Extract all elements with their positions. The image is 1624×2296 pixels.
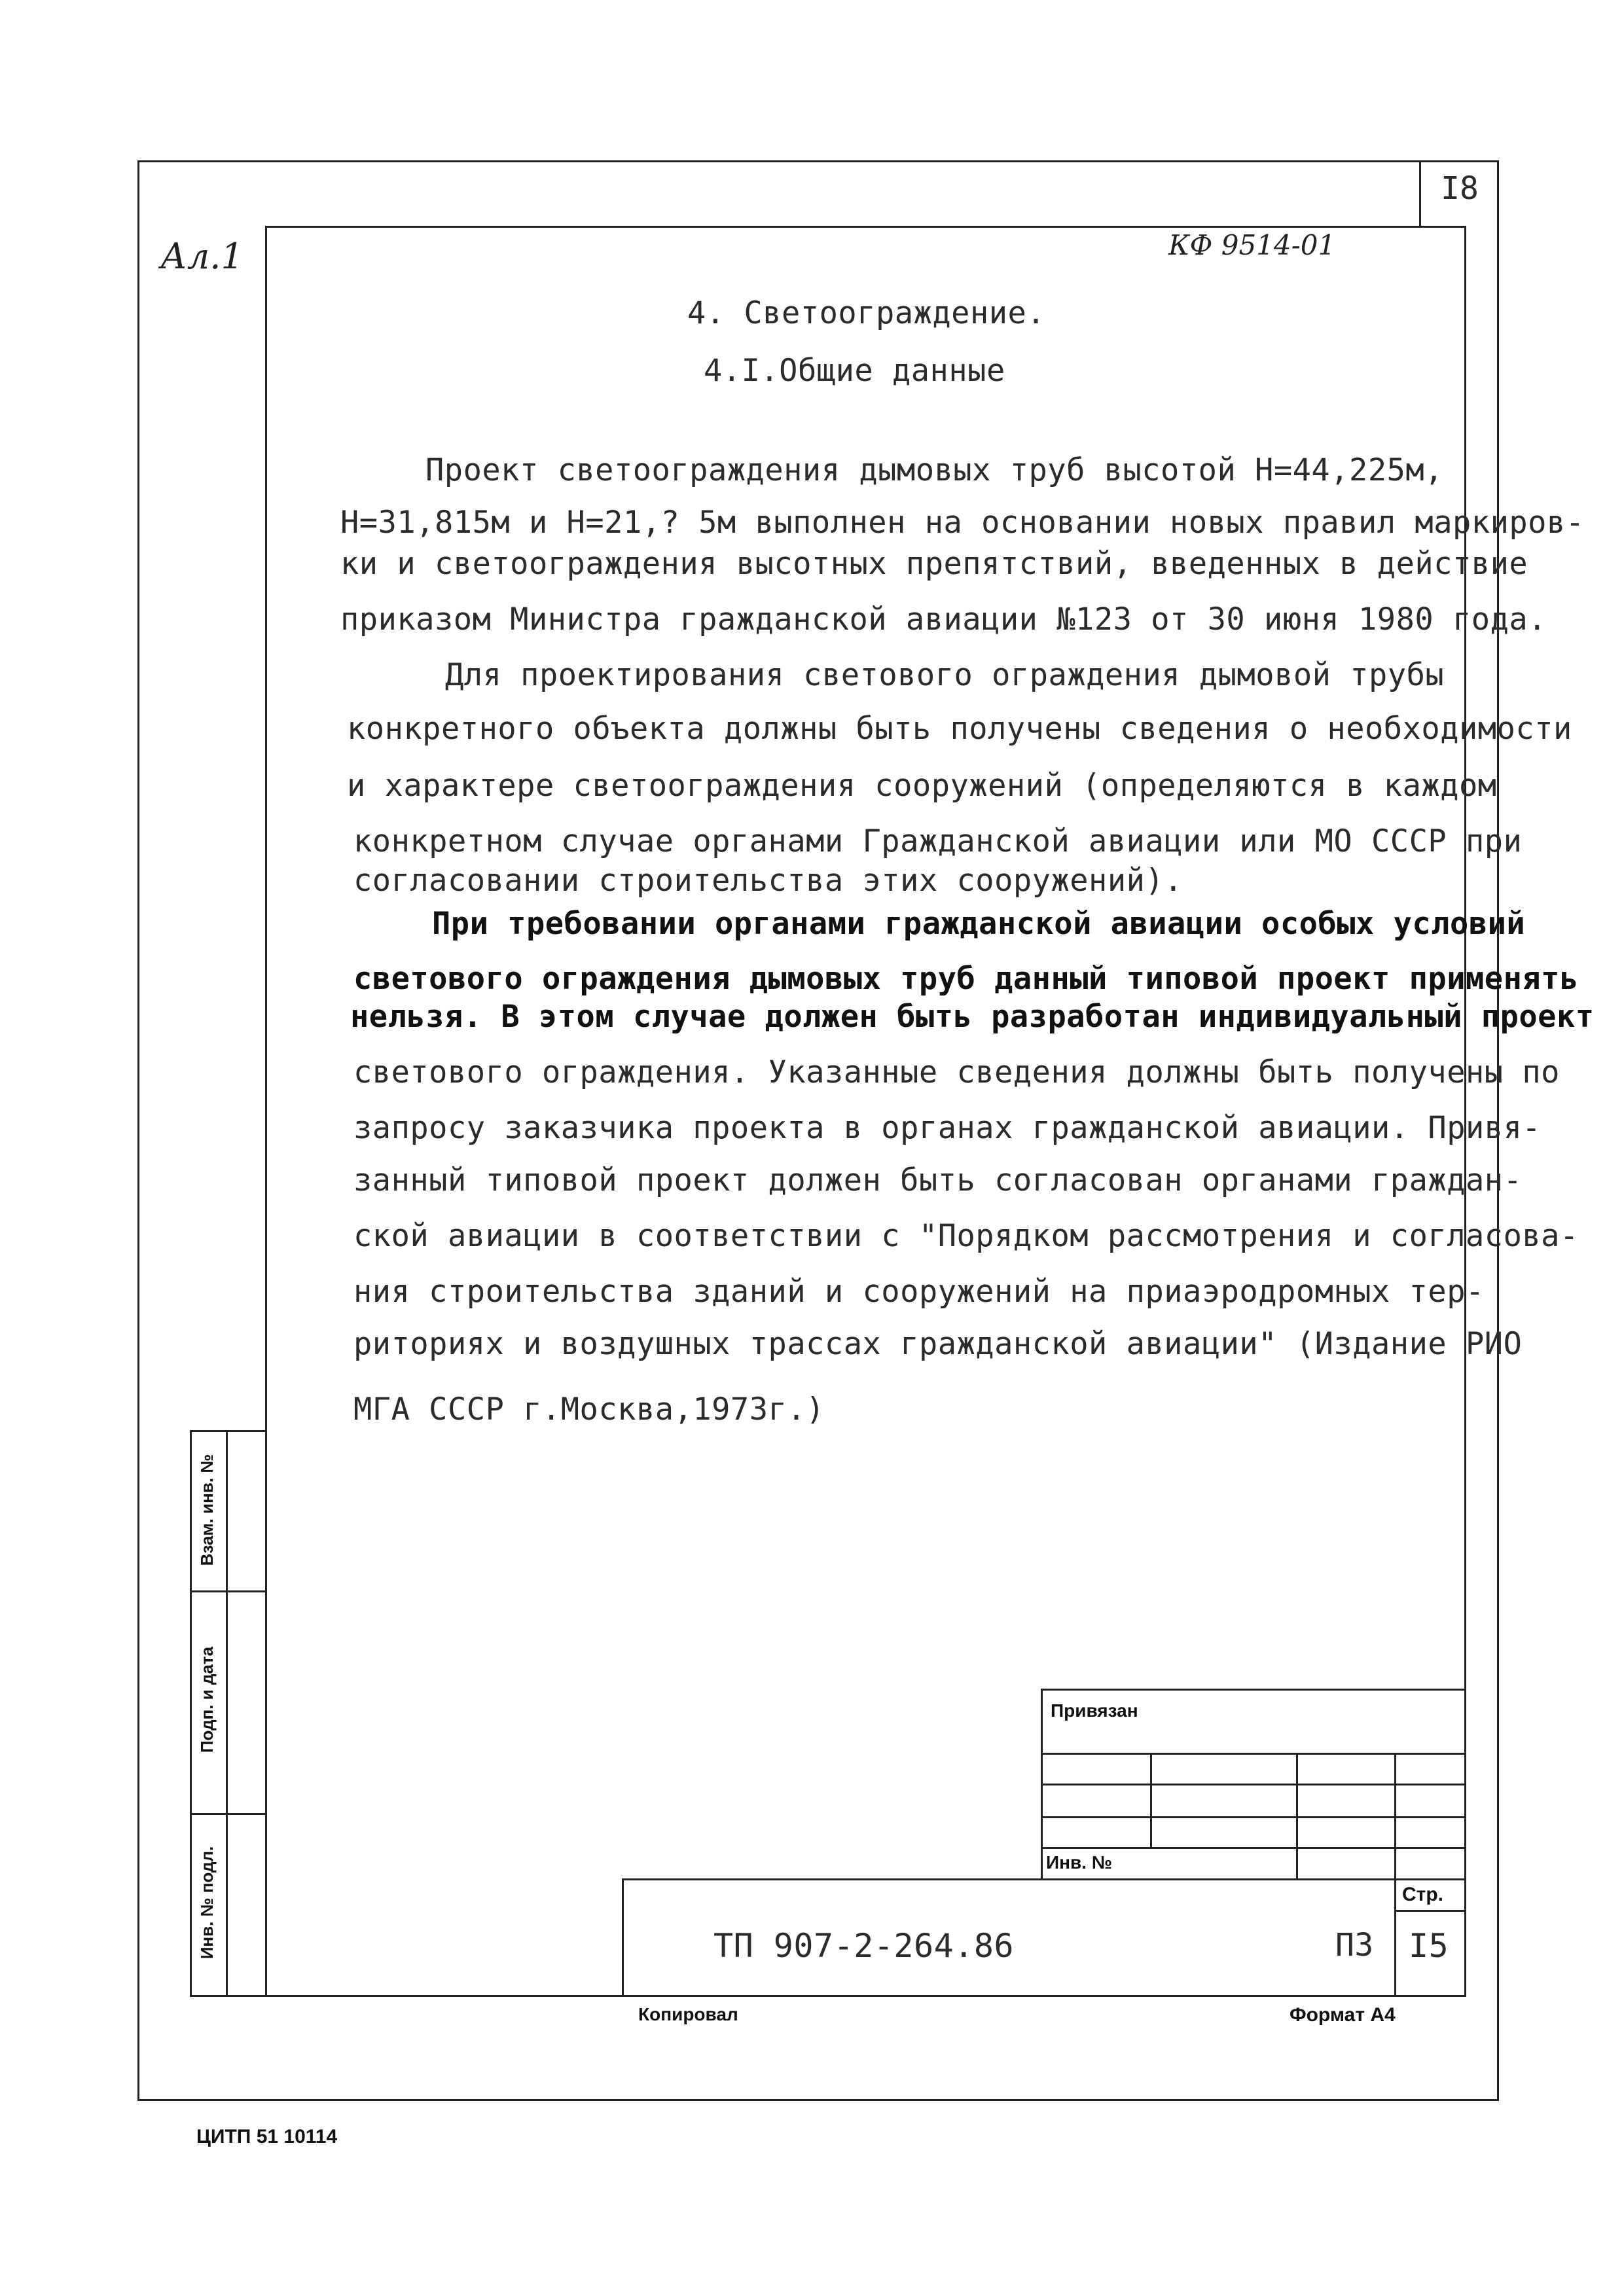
body-line-6: конкретного объекта должны быть получены сведения о необходимости — [347, 711, 1572, 747]
body-line-10: При требовании органами гражданской авиации особых условий — [432, 906, 1526, 942]
body-line-11: светового ограждения дымовых труб данный типовой проект применять — [353, 961, 1579, 997]
body-line-5: Для проектирования светового ограждения дымовой трубы — [445, 657, 1445, 693]
doc-number: ТП 907-2-264.86 — [713, 1927, 1015, 1965]
body-line-15: занный типовой проект должен быть согласован органами граждан- — [353, 1162, 1523, 1198]
body-line-19: МГА СССР г.Москва,1973г.) — [353, 1391, 825, 1427]
privyazan-row3 — [1041, 1816, 1466, 1818]
side-label-vzam: Взам. инв. № — [197, 1454, 217, 1566]
side-stamp-mid — [226, 1430, 228, 1996]
inner-frame-top — [265, 226, 1466, 228]
page-number: I5 — [1409, 1927, 1449, 1965]
privyazan-label: Привязан — [1051, 1700, 1138, 1721]
kopiroval-label: Копировал — [638, 2004, 738, 2024]
body-line-16: ской авиации в соответствии с "Порядком рассмотрения и согласова- — [353, 1218, 1579, 1254]
format-label: Формат А4 — [1290, 2004, 1396, 2026]
privyazan-row2 — [1041, 1784, 1466, 1785]
footer-code: ЦИТП 51 10114 — [196, 2126, 338, 2147]
section-heading: 4. Светоограждение. — [687, 295, 1046, 331]
side-label-inv: Инв. № подл. — [197, 1846, 217, 1960]
body-line-9: согласовании строительства этих сооружений). — [353, 863, 1183, 899]
body-line-14: запросу заказчика проекта в органах гражданской авиации. Привя- — [353, 1110, 1542, 1146]
str-divider — [1394, 1910, 1466, 1912]
left-handwritten-mark: Ал.1 — [160, 236, 244, 277]
subsection-heading: 4.I.Общие данные — [704, 353, 1005, 389]
body-line-3: ки и светоограждения высотных препятствий, введенных в действие — [340, 546, 1528, 582]
body-line-13: светового ограждения. Указанные сведения должны быть получены по — [353, 1054, 1560, 1090]
outer-frame-top — [137, 160, 1499, 162]
title-row-left — [622, 1878, 624, 1996]
privyazan-col3 — [1394, 1753, 1396, 1995]
body-line-7: и характере светоограждения сооружений (определяются в каждом — [347, 768, 1497, 804]
privyazan-row4 — [1041, 1847, 1466, 1849]
side-stamp-left — [190, 1430, 192, 1996]
body-line-8: конкретном случае органами Гражданской авиации или МО СССР при — [353, 823, 1523, 859]
str-label: Стр. — [1402, 1884, 1444, 1905]
privyazan-row1 — [1041, 1753, 1466, 1755]
body-line-18: риториях и воздушных трассах гражданской авиации" (Издание РИО — [353, 1326, 1523, 1362]
archive-code: КФ 9514-01 — [1168, 229, 1336, 261]
privyazan-box-top — [1041, 1689, 1466, 1691]
side-stamp-div2 — [190, 1813, 267, 1815]
outer-frame-left — [137, 160, 139, 2101]
body-line-2: Н=31,815м и Н=21,? 5м выполнен на основании новых правил маркиров- — [340, 505, 1585, 541]
side-label-podp: Подп. и дата — [197, 1646, 217, 1753]
body-line-1: Проект светоограждения дымовых труб высотой Н=44,225м, — [425, 452, 1444, 488]
outer-frame-bottom — [137, 2099, 1499, 2101]
title-row-top — [622, 1878, 1466, 1880]
inv-no-label: Инв. № — [1046, 1852, 1113, 1873]
side-stamp-div1 — [190, 1590, 267, 1592]
privyazan-col1 — [1150, 1753, 1152, 1847]
body-line-4: приказом Министра гражданской авиации №123 от 30 июня 1980 года. — [340, 601, 1547, 637]
inner-frame-bottom — [190, 1995, 1466, 1997]
body-line-12: нельзя. В этом случае должен быть разработан индивидуальный проект — [350, 999, 1595, 1035]
corner-sheet-number: I8 — [1441, 170, 1479, 207]
body-line-17: ния строительства зданий и сооружений на приаэродромных тер- — [353, 1274, 1485, 1310]
corner-box-left — [1419, 160, 1421, 226]
inner-frame-left — [265, 226, 267, 1996]
doc-type: ПЗ — [1335, 1927, 1374, 1964]
privyazan-col2 — [1296, 1753, 1298, 1878]
